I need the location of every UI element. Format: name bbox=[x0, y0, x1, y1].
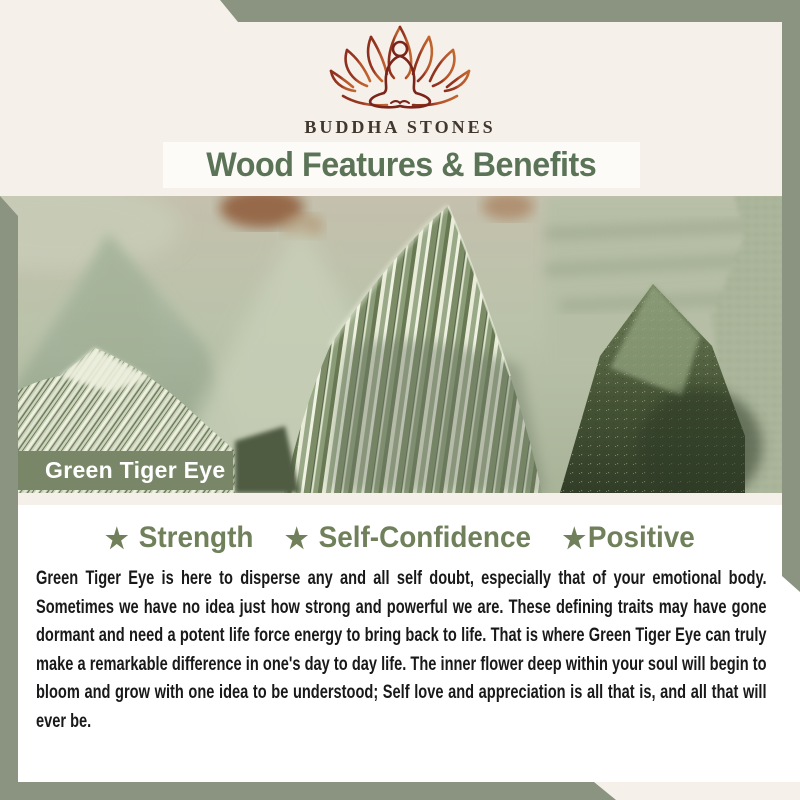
brand-name: BUDDHA STONES bbox=[304, 117, 496, 137]
star-icon: ★ bbox=[105, 522, 129, 554]
photo-caption: Green Tiger Eye bbox=[45, 457, 226, 483]
green-tiger-eye-photo bbox=[0, 196, 800, 493]
feature-label: Self-Confidence bbox=[318, 521, 531, 554]
frame-bottom-bar bbox=[0, 782, 616, 800]
section-title-banner bbox=[163, 142, 640, 188]
feature-label: Strength bbox=[138, 521, 254, 554]
feature-strength bbox=[105, 521, 253, 555]
brand-header bbox=[0, 24, 800, 138]
feature-self-confidence bbox=[285, 521, 531, 555]
description-text: Green Tiger Eye is here to disperse any and all self doubt, especially that of your emotional body. Sometimes we have no idea just how strong and powerful we are. These defining traits may have gone dormant and need a potent life force energy to bring back to life. That is where Green Tiger Eye can truly make a remarkable difference in one's day to day life. The inner flower deep within your soul will begin to bloom and grow with one idea to be understood; Self love and appreciation is all that is, and all that will ever be. bbox=[36, 568, 767, 732]
frame-left-bar bbox=[0, 196, 18, 800]
star-icon: ★ bbox=[285, 522, 309, 554]
frame-top-bar bbox=[220, 0, 800, 22]
lotus-meditation-icon bbox=[327, 97, 473, 114]
feature-positive bbox=[563, 521, 695, 555]
star-icon: ★ bbox=[562, 522, 586, 554]
frame-right-bar bbox=[782, 0, 800, 592]
section-title: Wood Features & Benefits bbox=[206, 145, 597, 184]
feature-list bbox=[28, 521, 772, 555]
feature-label: Positive bbox=[587, 521, 695, 554]
photo-caption-badge bbox=[18, 451, 233, 490]
benefits-panel bbox=[0, 505, 800, 782]
